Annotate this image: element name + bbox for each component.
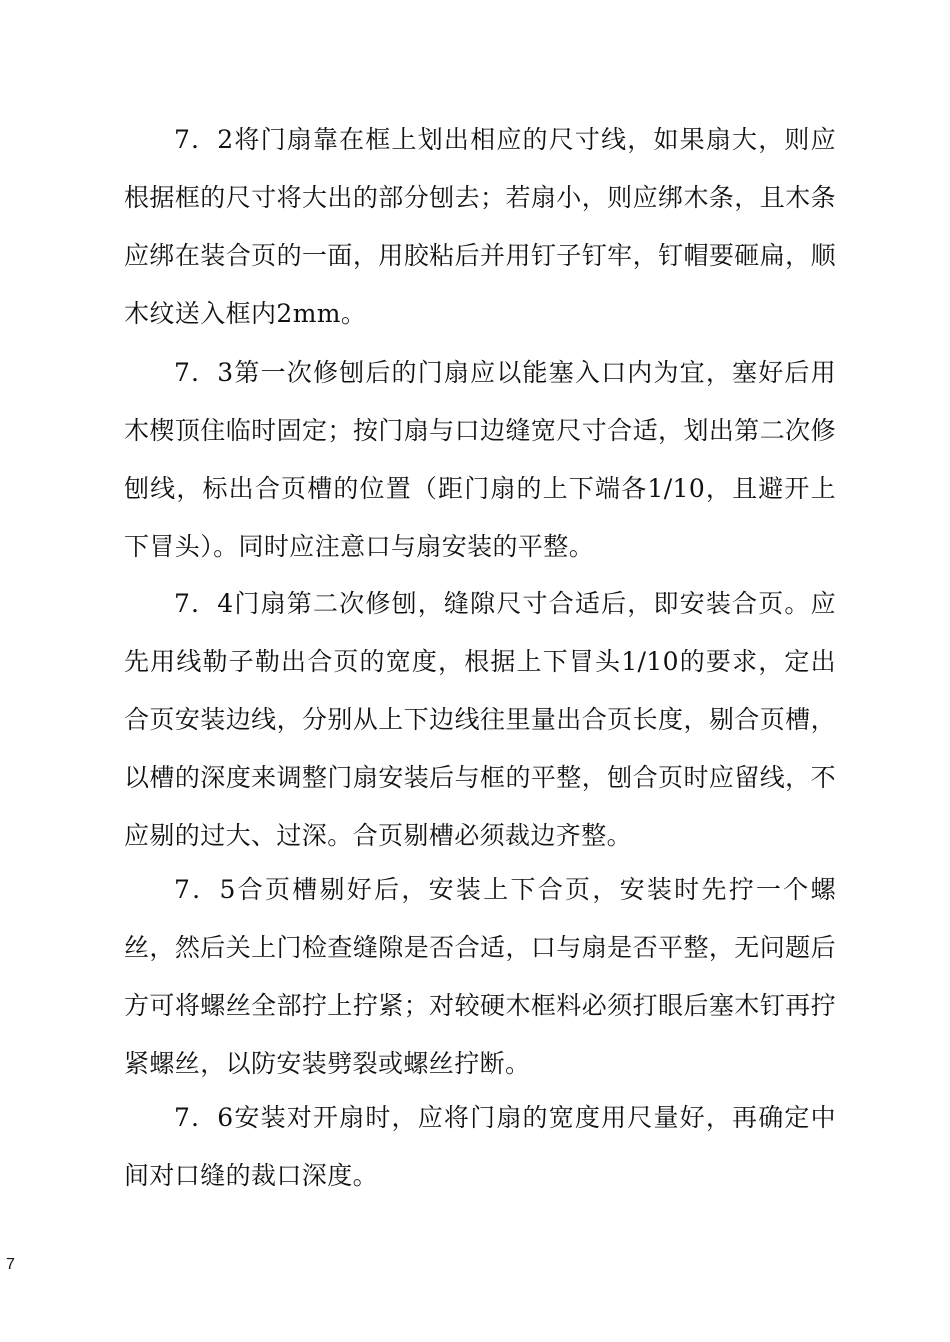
- paragraph-7-2: [124, 111, 836, 343]
- clause-text: 门扇第二次修刨，缝隙尺寸合适后，即安装合页。应先用线勒子勒出合页的宽度，根据上下冒头1/10的要求，定出合页安装边线，分别从上下边线往里量出合页长度，剔合页槽，以槽的深度来调整门扇安装后与框的平整，刨合页时应留线，不应剔的过大、过深。合页剔槽必须裁边齐整。: [124, 589, 837, 850]
- paragraph-7-4: [124, 575, 836, 865]
- clause-number: 7．4: [174, 589, 234, 618]
- paragraph-7-3: [124, 344, 836, 576]
- clause-number: 7．3: [174, 358, 234, 387]
- clause-text: 将门扇靠在框上划出相应的尺寸线，如果扇大，则应根据框的尺寸将大出的部分刨去；若扇小，则应绑木条，且木条应绑在装合页的一面，用胶粘后并用钉子钉牢，钉帽要砸扁，顺木纹送入框内2mm。: [124, 125, 837, 328]
- clause-text: 安装对开扇时，应将门扇的宽度用尺量好，再确定中间对口缝的裁口深度。: [124, 1103, 837, 1190]
- clause-text: 合页槽剔好后，安装上下合页，安装时先拧一个螺丝，然后关上门检查缝隙是否合适，口与扇是否平整，无问题后方可将螺丝全部拧上拧紧；对较硬木框料必须打眼后塞木钉再拧紧螺丝，以防安装劈裂或螺丝拧断。: [124, 875, 836, 1078]
- clause-number: 7．6: [174, 1103, 234, 1132]
- clause-text: 第一次修刨后的门扇应以能塞入口内为宜，塞好后用木楔顶住临时固定；按门扇与口边缝宽尺寸合适，划出第二次修刨线，标出合页槽的位置（距门扇的上下端各1/10，且避开上下冒头）。同时应注意口与扇安装的平整。: [124, 358, 837, 561]
- paragraph-7-6: [124, 1089, 836, 1205]
- paragraph-7-5: [124, 861, 836, 1093]
- clause-number: 7．2: [174, 125, 234, 154]
- clause-number: 7．5: [174, 875, 236, 904]
- page-number: 7: [6, 1256, 15, 1273]
